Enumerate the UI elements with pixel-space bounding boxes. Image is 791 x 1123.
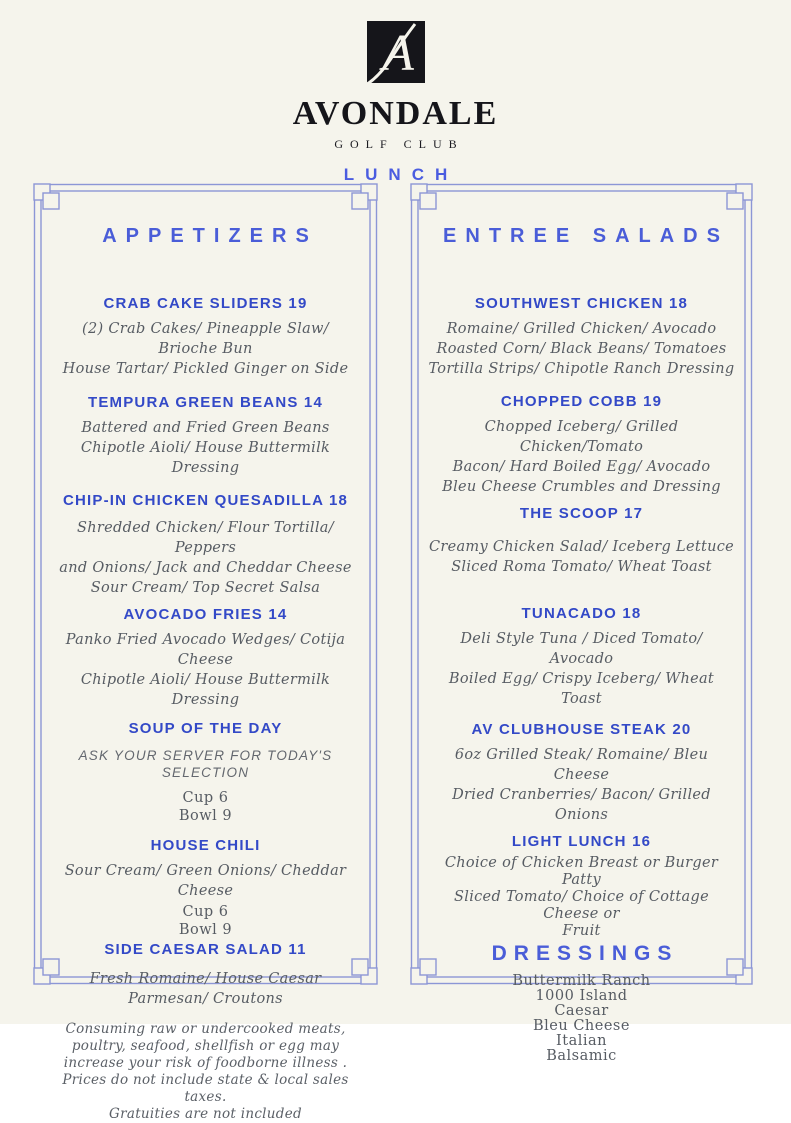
dressing-item: 1000 Island: [535, 988, 628, 1004]
item-desc-line: Choice of Chicken Breast or Burger Patty: [444, 855, 719, 888]
item-title: SIDE CAESAR SALAD 11: [104, 941, 307, 958]
item-desc-line: Chopped Iceberg/ Grilled Chicken/Tomato: [484, 419, 679, 455]
appetizers-content: [33, 225, 378, 1123]
menu-title: LUNCH: [343, 165, 459, 184]
entree-salads-panel: [410, 183, 753, 1064]
item-title: AV CLUBHOUSE STEAK 20: [471, 721, 692, 738]
club-subtitle: GOLF CLUB: [334, 137, 464, 151]
item-desc-line: Bleu Cheese Crumbles and Dressing: [442, 479, 721, 495]
item-desc-line: Parmesan/ Croutons: [128, 991, 283, 1007]
item-desc-line: Shredded Chicken/ Flour Tortilla/ Peppers: [77, 520, 334, 556]
item-desc-line: 6oz Grilled Steak/ Romaine/ Bleu Cheese: [454, 747, 709, 783]
item-desc-line: Bacon/ Hard Boiled Egg/ Avocado: [452, 459, 711, 475]
disclaimer-line: poultry, seafood, shellfish or egg may: [71, 1038, 340, 1054]
menu-item-soup-of-the-day: [51, 720, 360, 825]
item-title: CHIP-IN CHICKEN QUESADILLA 18: [62, 492, 349, 509]
item-desc-line: Chipotle Aioli/ House Buttermilk Dressing: [80, 440, 331, 476]
dressing-item: Balsamic: [546, 1048, 617, 1064]
item-desc-line: Tortilla Strips/ Chipotle Ranch Dressing: [428, 361, 735, 377]
menu-item-crab-cake-sliders: [51, 295, 360, 379]
item-title: AVOCADO FRIES 14: [123, 606, 288, 623]
menu-header: [0, 0, 791, 185]
price-line: Cup 6: [182, 790, 229, 806]
disclaimer-line: increase your risk of foodborne illness .: [63, 1055, 348, 1071]
menu-item-tunacado: [428, 605, 735, 709]
item-desc-line: Fruit: [562, 923, 601, 939]
logo-letter: A: [381, 25, 414, 82]
item-title: HOUSE CHILI: [150, 837, 261, 854]
appetizers-panel: [33, 183, 378, 1122]
disclaimer-line: Prices do not include state & local sales taxes.: [62, 1072, 349, 1105]
item-desc-line: Sour Cream/ Green Onions/ Cheddar Cheese: [64, 863, 347, 899]
club-name: AVONDALE: [292, 95, 499, 132]
menu-item-chip-in-chicken-quesadilla: [51, 492, 360, 598]
item-desc-line: Fresh Romaine/ House Caesar: [89, 971, 322, 987]
dressings-heading: DRESSINGS: [491, 942, 679, 965]
menu-item-avocado-fries: [51, 606, 360, 710]
menu-item-side-caesar-salad: [51, 941, 360, 1009]
item-desc-line: Sliced Tomato/ Choice of Cottage Cheese or: [454, 889, 709, 922]
price-line: Bowl 9: [178, 808, 233, 824]
menu-item-the-scoop: [428, 505, 735, 577]
item-title: CHOPPED COBB 19: [500, 393, 663, 410]
item-desc-line: Panko Fried Avocado Wedges/ Cotija Cheese: [65, 632, 346, 668]
menu-item-av-clubhouse-steak: [428, 721, 735, 825]
menu-item-house-chili: [51, 837, 360, 939]
disclaimer: [51, 1021, 360, 1123]
entree-salads-heading: ENTREE SALADS: [443, 225, 729, 247]
menu-item-chopped-cobb: [428, 393, 735, 497]
item-desc-line: Deli Style Tuna / Diced Tomato/ Avocado: [460, 631, 703, 667]
menu-item-tempura-green-beans: [51, 394, 360, 478]
menu-item-southwest-chicken: [428, 295, 735, 379]
item-desc-line: Chipotle Aioli/ House Buttermilk Dressing: [80, 672, 331, 708]
dressing-item: Buttermilk Ranch: [512, 973, 651, 989]
disclaimer-line: Gratuities are not included: [109, 1106, 302, 1122]
item-desc-line: Creamy Chicken Salad/ Iceberg Lettuce: [428, 539, 735, 555]
item-desc-line: Roasted Corn/ Black Beans/ Tomatoes: [436, 341, 727, 357]
item-desc-line: Sliced Roma Tomato/ Wheat Toast: [451, 559, 712, 575]
item-title: CRAB CAKE SLIDERS 19: [103, 295, 308, 312]
entree-salads-content: [410, 225, 753, 1064]
item-title: SOUP OF THE DAY: [128, 720, 283, 737]
item-title: SOUTHWEST CHICKEN 18: [474, 295, 689, 312]
item-title: TUNACADO 18: [521, 605, 642, 622]
disclaimer-line: Consuming raw or undercooked meats,: [65, 1021, 346, 1037]
dressing-item: Bleu Cheese: [533, 1018, 630, 1034]
item-desc-line: Romaine/ Grilled Chicken/ Avocado: [446, 321, 717, 337]
dressings-section: [428, 941, 735, 1064]
menu-item-light-lunch: [428, 833, 735, 940]
item-title: THE SCOOP 17: [519, 505, 644, 522]
item-desc-line: and Onions/ Jack and Cheddar Cheese: [59, 560, 352, 576]
item-desc-line: House Tartar/ Pickled Ginger on Side: [62, 361, 349, 377]
item-desc-line: Dried Cranberries/ Bacon/ Grilled Onions: [452, 787, 711, 823]
item-desc-line: Sour Cream/ Top Secret Salsa: [90, 580, 321, 596]
avondale-logo: [363, 20, 429, 93]
item-desc-line: Boiled Egg/ Crispy Iceberg/ Wheat Toast: [448, 671, 715, 707]
item-title: TEMPURA GREEN BEANS 14: [87, 394, 324, 411]
item-desc-line: Battered and Fried Green Beans: [81, 420, 330, 436]
price-line: Cup 6: [182, 904, 229, 920]
appetizers-heading: APPETIZERS: [102, 225, 318, 247]
price-line: Bowl 9: [178, 922, 233, 938]
dressing-item: Italian: [556, 1033, 607, 1049]
item-title: LIGHT LUNCH 16: [511, 833, 652, 850]
dressing-item: Caesar: [554, 1003, 609, 1019]
item-desc-line: (2) Crab Cakes/ Pineapple Slaw/ Brioche Bun: [82, 321, 329, 357]
item-note: ASK YOUR SERVER FOR TODAY'S SELECTION: [78, 748, 333, 780]
avondale-logo-icon: [363, 20, 429, 88]
